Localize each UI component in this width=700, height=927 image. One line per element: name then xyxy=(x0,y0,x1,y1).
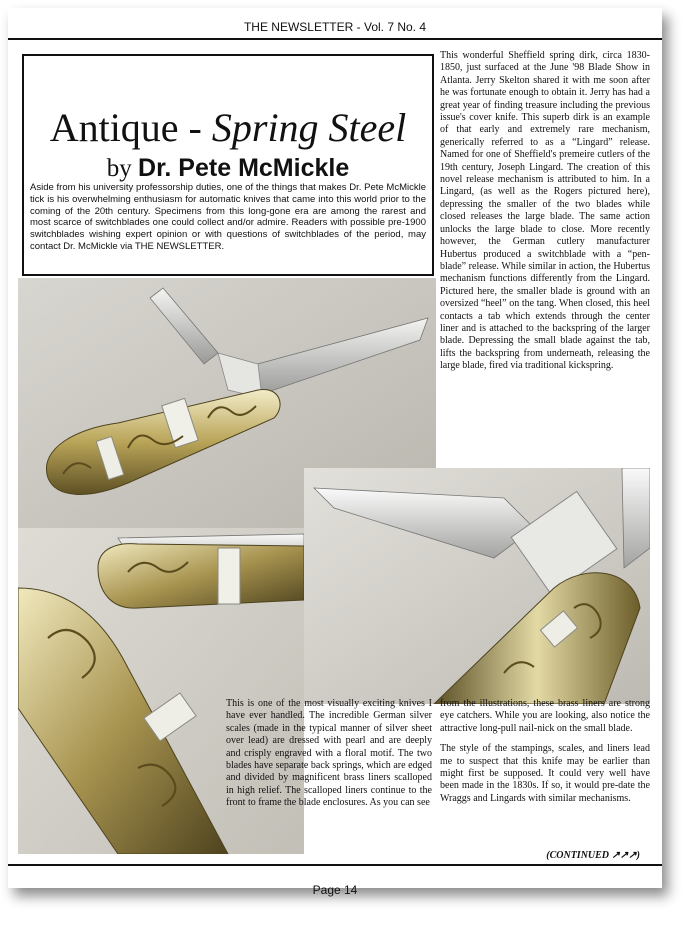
newsletter-page xyxy=(8,8,662,897)
article-title-italic: Spring Steel xyxy=(211,105,407,150)
page-number: Page 14 xyxy=(312,883,358,897)
bottom-column-1: This is one of the most visually exciting knives I have ever handled. The incredible German silver scales (made in the typical manner of silver sheet over lead) are dressed with pearl and are deeply and crisply engraved with a floral motif. The two blades have separate back springs, which are edged and divided by magnificent brass liners scalloped in high relief. The scalloped liners continue to the front to frame the blade enclosures. As you can see xyxy=(226,698,432,809)
running-header: THE NEWSLETTER - Vol. 7 No. 4 xyxy=(243,20,427,34)
author-name: Dr. Pete McMickle xyxy=(138,154,350,182)
continued-label: (CONTINUED ↗↗↗) xyxy=(546,850,640,861)
knife-photo-open xyxy=(304,468,650,704)
title-box xyxy=(22,54,434,276)
header-rule xyxy=(8,38,662,40)
footer-rule xyxy=(8,864,662,866)
article-title: Antique - Spring Steel xyxy=(49,105,407,150)
byline: by Dr. Pete McMickle xyxy=(106,154,350,182)
right-column-text: This wonderful Sheffield spring dirk, circa 1830-1850, just surfaced at the June '98 Blade Show in Atlanta. Jerry Skelton shared it with me soon after he was fortunate enough to obtain it. Jerry has had a great year of finding treasure including the previous issue's cover knife. This superb dirk is an example of that early and extremely rare mechanism, generically referred to as a “Lingard” release. Named for one of Sheffield's premeire cutlers of the 19th century, Joseph Lingard. The creation of this novel release mechanism is attributed to him. In a Lingard, (as well as the Rogers pictured here), depressing the smaller of the two blades while closed releases the large blade. The same action unlocks the large blade to close. More recently however, the German cutlery manufacturer Hubertus produced a switchblade with a “pen-blade” release. While similar in action, the Hubertus mechanism functions differently from the Lingard. Pictured here, the smaller blade is ground with an oversized “heel” on the tang. When closed, this heel contacts a tab which extends through the center liner and is attached to the backspring of the larger blade. Depressing the small blade against the tab, lifts the backspring from underneath, releasing the large blade, fired via traditional kickspring. xyxy=(440,50,650,372)
intro-paragraph: Aside from his university professorship duties, one of the things that makes Dr. Pete McMickle tick is his overwhelming enthusiasm for automatic knives that came into this world prior to the coming of the 20th century. Specimens from this long-gone era are among the rarest and most scarce of switchblades one could collect and/or admire. Readers with possible pre-1900 switchblades wishing expert opinion or with questions of switchblades of the period, may contact Dr. McMickle via THE NEWSLETTER. xyxy=(30,182,426,252)
bottom-column-2: from the illustrations, these brass liners are strong eye catchers. While you are looking, also notice the attractive long-pull nail-nick on the small blade. The style of the stampings, scales, and liners lead me to suspect that this knife may be earlier than might first be supposed. It could very well have been made in the 1830s. If so, it would pre-date the Wraggs and Lingards with similar mechanisms. xyxy=(440,698,650,804)
